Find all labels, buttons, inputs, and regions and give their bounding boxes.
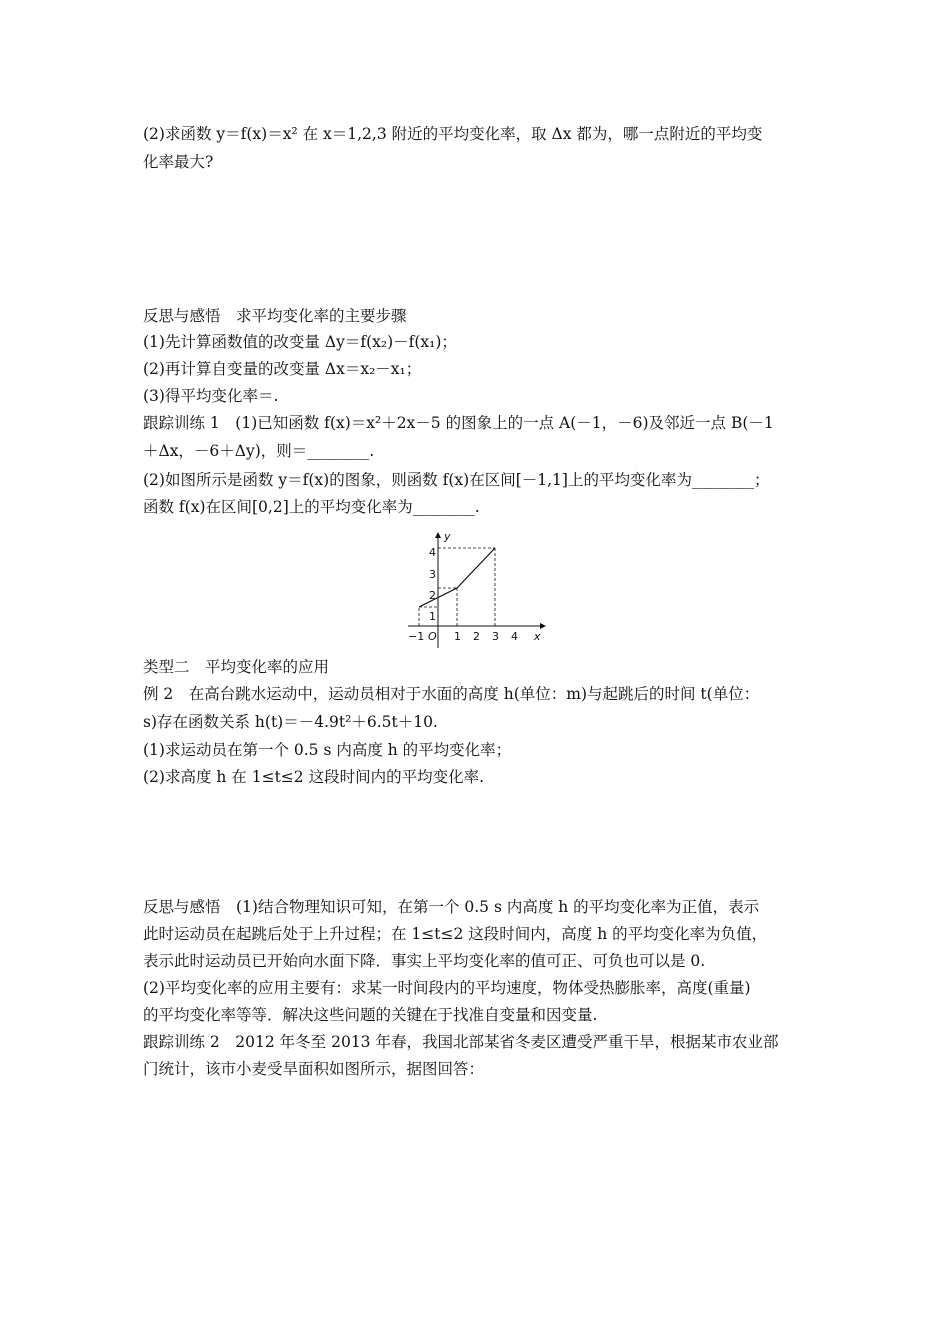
reflection-2-line-3: 表示此时运动员已开始向水面下降．事实上平均变化率的值可正、可负也可以是 0. — [143, 952, 706, 970]
example-2-q2: (2)求高度 h 在 1≤t≤2 这段时间内的平均变化率. — [143, 768, 485, 786]
reflection-2-line-4: (2)平均变化率的应用主要有：求某一时间段内的平均速度，物体受热膨胀率，高度(重量) — [143, 979, 751, 997]
question-2-line-1: (2)求函数 y＝f(x)＝x² 在 x＝1,2,3 附近的平均变化率，取 Δx 都为，哪一点附近的平均变 — [143, 125, 763, 143]
y-axis-arrow — [435, 532, 441, 538]
example-2-line-2: s)存在函数关系 h(t)＝－4.9t²＋6.5t＋10. — [143, 713, 438, 731]
step-1: (1)先计算函数值的改变量 Δy＝f(x₂)－f(x₁)； — [143, 333, 457, 351]
x-tick-label: 4 — [511, 630, 518, 643]
step-3: (3)得平均变化率＝. — [143, 387, 279, 405]
type-2-heading: 类型二 平均变化率的应用 — [143, 658, 330, 676]
practice-1-line-2: ＋Δx，－6＋Δy)，则＝________. — [143, 442, 375, 460]
y-tick-label: 2 — [429, 589, 436, 602]
practice-1-line-1: 跟踪训练 1 (1)已知函数 f(x)＝x²＋2x－5 的图象上的一点 A(－1，－6)及邻近一点 B(－1 — [143, 414, 774, 432]
y-axis-label: y — [444, 530, 451, 543]
example-2-line-1: 例 2 在高台跳水运动中，运动员相对于水面的高度 h(单位：m)与起跳后的时间 t(单位： — [143, 685, 760, 703]
reflection-2-line-5: 的平均变化率等等．解决这些问题的关键在于找准自变量和因变量. — [143, 1006, 598, 1024]
x-axis-label: x — [534, 630, 541, 643]
example-2-q1: (1)求运动员在第一个 0.5 s 内高度 h 的平均变化率； — [143, 741, 512, 759]
practice-1-line-3: (2)如图所示是函数 y＝f(x)的图象，则函数 f(x)在区间[－1,1]上的平均变化率为________； — [143, 471, 770, 489]
y-tick-label: 3 — [429, 568, 436, 581]
question-2-line-2: 化率最大? — [143, 153, 214, 171]
y-tick-label: 1 — [429, 610, 436, 623]
practice-2-line-2: 门统计，该市小麦受旱面积如图所示，据图回答： — [143, 1060, 485, 1078]
reflection-heading: 反思与感悟 求平均变化率的主要步骤 — [143, 307, 407, 325]
function-graph — [400, 530, 550, 648]
step-2: (2)再计算自变量的改变量 Δx＝x₂－x₁； — [143, 360, 422, 378]
practice-1-line-4: 函数 f(x)在区间[0,2]上的平均变化率为________. — [143, 498, 480, 516]
practice-2-line-1: 跟踪训练 2 2012 年冬至 2013 年春，我国北部某省冬麦区遭受严重干旱，根据某市农业部 — [143, 1033, 779, 1051]
x-axis-arrow — [540, 623, 546, 629]
reflection-2-line-2: 此时运动员在起跳后处于上升过程；在 1≤t≤2 这段时间内，高度 h 的平均变化率为负值， — [143, 925, 768, 943]
x-tick-label: 1 — [454, 630, 461, 643]
x-tick-label: −1 — [408, 630, 425, 643]
origin-label: O — [428, 630, 437, 643]
y-tick-label: 4 — [429, 546, 436, 559]
x-tick-label: 3 — [492, 630, 499, 643]
x-tick-label: 2 — [473, 630, 480, 643]
reflection-2-line-1: 反思与感悟 (1)结合物理知识可知，在第一个 0.5 s 内高度 h 的平均变化率为正值，表示 — [143, 898, 760, 916]
